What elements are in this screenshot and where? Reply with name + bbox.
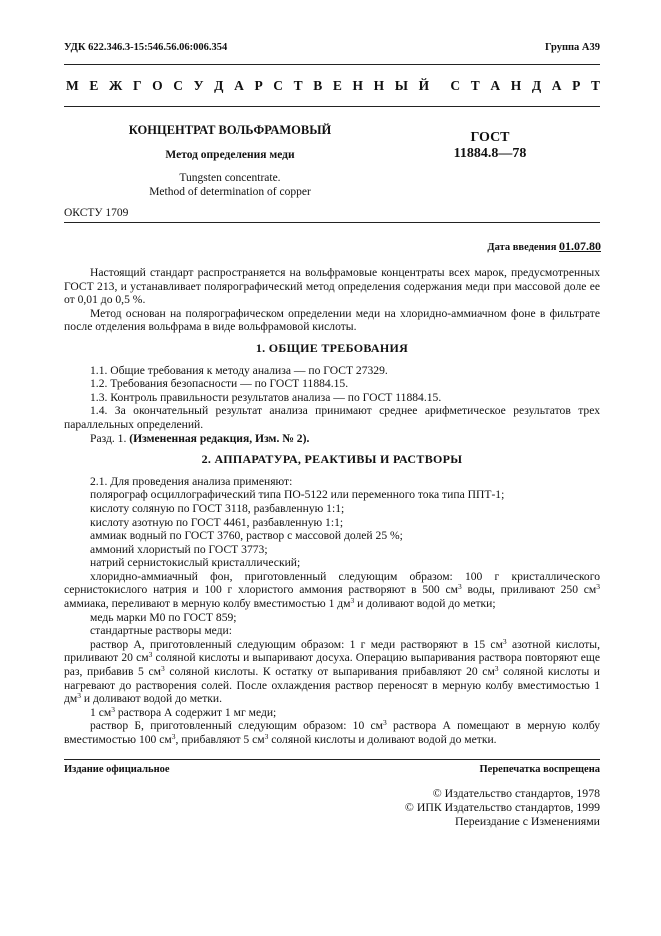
text: соляной кислоты и доливают водой до метки. xyxy=(268,733,497,746)
text: воды, приливают 250 см xyxy=(461,583,597,597)
list-item: кислоту соляную по ГОСТ 3118, разбавленную 1:1; xyxy=(90,501,345,515)
text: и доливают водой до метки; xyxy=(354,597,496,611)
banner-letter: Т xyxy=(590,78,600,93)
superscript: 3 xyxy=(111,704,115,714)
banner-letter: Д xyxy=(531,78,542,93)
text: аммиака, переливают в мерную колбу вместимостью 1 дм xyxy=(64,597,351,611)
scope-paragraph: Настоящий стандарт распространяется на вольфрамовые концентраты всех марок, предусмотренных ГОСТ 213, и устанавливает полярографический метод определения содержания меди при массовой доле ее от 0,01 до 0,5 %. xyxy=(64,266,600,307)
banner-rule xyxy=(64,106,600,107)
copyright-line-3: Переиздание с Изменениями xyxy=(455,814,600,828)
text: и доливают водой до метки. xyxy=(81,692,223,706)
gost-label: ГОСТ xyxy=(470,130,510,145)
text: соляной кислоты и выпаривают досуха. Операцию выпаривания раствора повторяют еще раз, прибавив 5 см xyxy=(64,651,600,679)
banner-letter: Е xyxy=(89,78,99,93)
copyright-block xyxy=(405,786,600,828)
document-title: КОНЦЕНТРАТ ВОЛЬФРАМОВЫЙ xyxy=(128,123,332,137)
superscript: 3 xyxy=(596,582,600,592)
banner-letter: Ж xyxy=(108,78,123,93)
banner-letter: Н xyxy=(352,78,364,93)
list-item: стандартные растворы меди: xyxy=(90,624,232,638)
copyright-line-2: © ИПК Издательство стандартов, 1999 xyxy=(404,800,600,814)
superscript: 3 xyxy=(350,596,355,606)
introduction-date-label: Дата введения xyxy=(487,242,557,253)
superscript: 3 xyxy=(160,664,165,674)
list-item: кислоту азотную по ГОСТ 4461, разбавленную 1:1; xyxy=(90,515,344,529)
standard-body xyxy=(64,266,600,747)
text: хлоридно-аммиачный фон, приготовленный следующим образом: 100 г кристаллического сернистокислого натрия и 100 г хлористого аммония растворяют в 500 см xyxy=(64,569,600,597)
banner-letter: С xyxy=(173,78,184,93)
introduction-date-value: 01.07.80 xyxy=(559,239,601,253)
banner-letter: В xyxy=(313,78,323,93)
banner-letter: Г xyxy=(132,78,142,93)
banner-letter: Д xyxy=(214,78,224,93)
gost-designation xyxy=(440,130,540,162)
oksty-code: ОКСТУ 1709 xyxy=(64,207,129,219)
banner-letter: Й xyxy=(418,78,430,93)
reprint-notice: Перепечатка воспрещена xyxy=(479,764,600,775)
superscript: 3 xyxy=(502,636,507,646)
banner-letter: А xyxy=(551,78,562,93)
text: 1 см xyxy=(90,705,112,719)
method-title: Метод определения меди xyxy=(165,149,295,161)
introduction-date xyxy=(487,239,601,254)
banner-letter: С xyxy=(450,78,461,93)
method-paragraph: Метод основан на полярографическом определении меди на хлоридно-аммиачном фоне в фильтрате после отделения вольфрама в виде вольфрамовой кислоты. xyxy=(64,306,600,334)
clause-1-2: 1.2. Требования безопасности — по ГОСТ 11884.15. xyxy=(90,377,349,391)
text: соляной кислоты. К остатку от выпаривания прибавляют 20 см xyxy=(164,665,495,679)
superscript: 3 xyxy=(171,732,176,741)
interstate-standard-banner xyxy=(66,78,600,94)
banner-letter: Р xyxy=(572,78,581,93)
banner-letter: С xyxy=(273,78,284,93)
banner-letter: Ы xyxy=(394,78,409,93)
superscript: 3 xyxy=(494,664,499,674)
amendment-prefix: Разд. 1. xyxy=(90,431,127,445)
copyright-line-1: © Издательство стандартов, 1978 xyxy=(432,786,600,800)
superscript: 3 xyxy=(264,732,269,741)
text: раствор Б, приготовленный следующим образом: 10 см xyxy=(90,719,384,733)
oksty-rule xyxy=(64,222,600,223)
list-item: полярограф осциллографический типа ПО-5122 или переменного тока типа ППТ-1; xyxy=(90,488,505,502)
superscript: 3 xyxy=(77,691,81,701)
gost-number: 11884.8—78 xyxy=(453,146,527,161)
banner-letter: А xyxy=(234,78,244,93)
banner-letter: А xyxy=(490,78,501,93)
banner-letter: Р xyxy=(254,78,263,93)
text: , прибавляют 5 см xyxy=(175,733,265,746)
banner-letter: М xyxy=(66,78,79,93)
banner-letter: Н xyxy=(510,78,522,93)
banner-letter: Н xyxy=(373,78,385,93)
superscript: 3 xyxy=(457,582,462,592)
clause-1-3: 1.3. Контроль правильности результатов анализа — по ГОСТ 11884.15. xyxy=(90,390,442,404)
clause-2-1: 2.1. Для проведения анализа применяют: xyxy=(90,474,293,488)
banner-letter: У xyxy=(193,78,204,93)
list-item: аммоний хлористый по ГОСТ 3773; xyxy=(90,542,268,556)
list-item xyxy=(64,706,600,720)
banner-letter: Т xyxy=(470,78,480,93)
text: соляной кислоты и нагревают до растворения солей. После охлаждения раствор переносят в мерную колбу вместимостью 1 дм xyxy=(64,665,600,706)
clause-1-1: 1.1. Общие требования к методу анализа — по ГОСТ 27329. xyxy=(90,363,388,377)
english-title-line-1: Tungsten concentrate. xyxy=(179,172,281,184)
top-rule xyxy=(64,64,600,65)
banner-letter: О xyxy=(152,78,163,93)
list-item xyxy=(64,719,600,746)
list-item: медь марки М0 по ГОСТ 859; xyxy=(90,610,237,624)
list-item: аммиак водный по ГОСТ 3760, раствор с массовой долей 25 %; xyxy=(90,529,403,543)
text: азотной кислоты, приливают 20 см xyxy=(64,637,600,665)
list-item xyxy=(64,570,600,611)
superscript: 3 xyxy=(148,650,153,660)
text: раствор А, приготовленный следующим образом: 1 г меди растворяют в 15 см xyxy=(90,637,503,651)
section-2-heading: 2. АППАРАТУРА, РЕАКТИВЫ И РАСТВОРЫ xyxy=(201,452,463,467)
official-edition-label: Издание официальное xyxy=(64,764,170,775)
clause-1-4: 1.4. За окончательный результат анализа принимают среднее арифметическое результатов трех параллельных определений. xyxy=(64,404,600,431)
footer-rule xyxy=(64,759,600,760)
list-item xyxy=(64,638,600,706)
text: раствора А содержит 1 мг меди; xyxy=(114,705,277,719)
udk-code: УДК 622.346.3-15:546.56.06:006.354 xyxy=(64,42,228,53)
banner-letter: Т xyxy=(293,78,303,93)
section-1-amendment-note xyxy=(64,432,600,446)
text: раствора А помещают в мерную колбу вместимостью 100 см xyxy=(64,719,600,746)
banner-letter: Е xyxy=(332,78,342,93)
group-code: Группа А39 xyxy=(544,42,600,53)
section-1-heading: 1. ОБЩИЕ ТРЕБОВАНИЯ xyxy=(255,340,409,355)
superscript: 3 xyxy=(383,718,387,728)
list-item: натрий сернистокислый кристаллический; xyxy=(90,556,301,570)
english-title-line-2: Method of determination of copper xyxy=(149,186,311,198)
amendment-text: (Измененная редакция, Изм. № 2). xyxy=(129,431,310,445)
english-title xyxy=(110,171,350,199)
